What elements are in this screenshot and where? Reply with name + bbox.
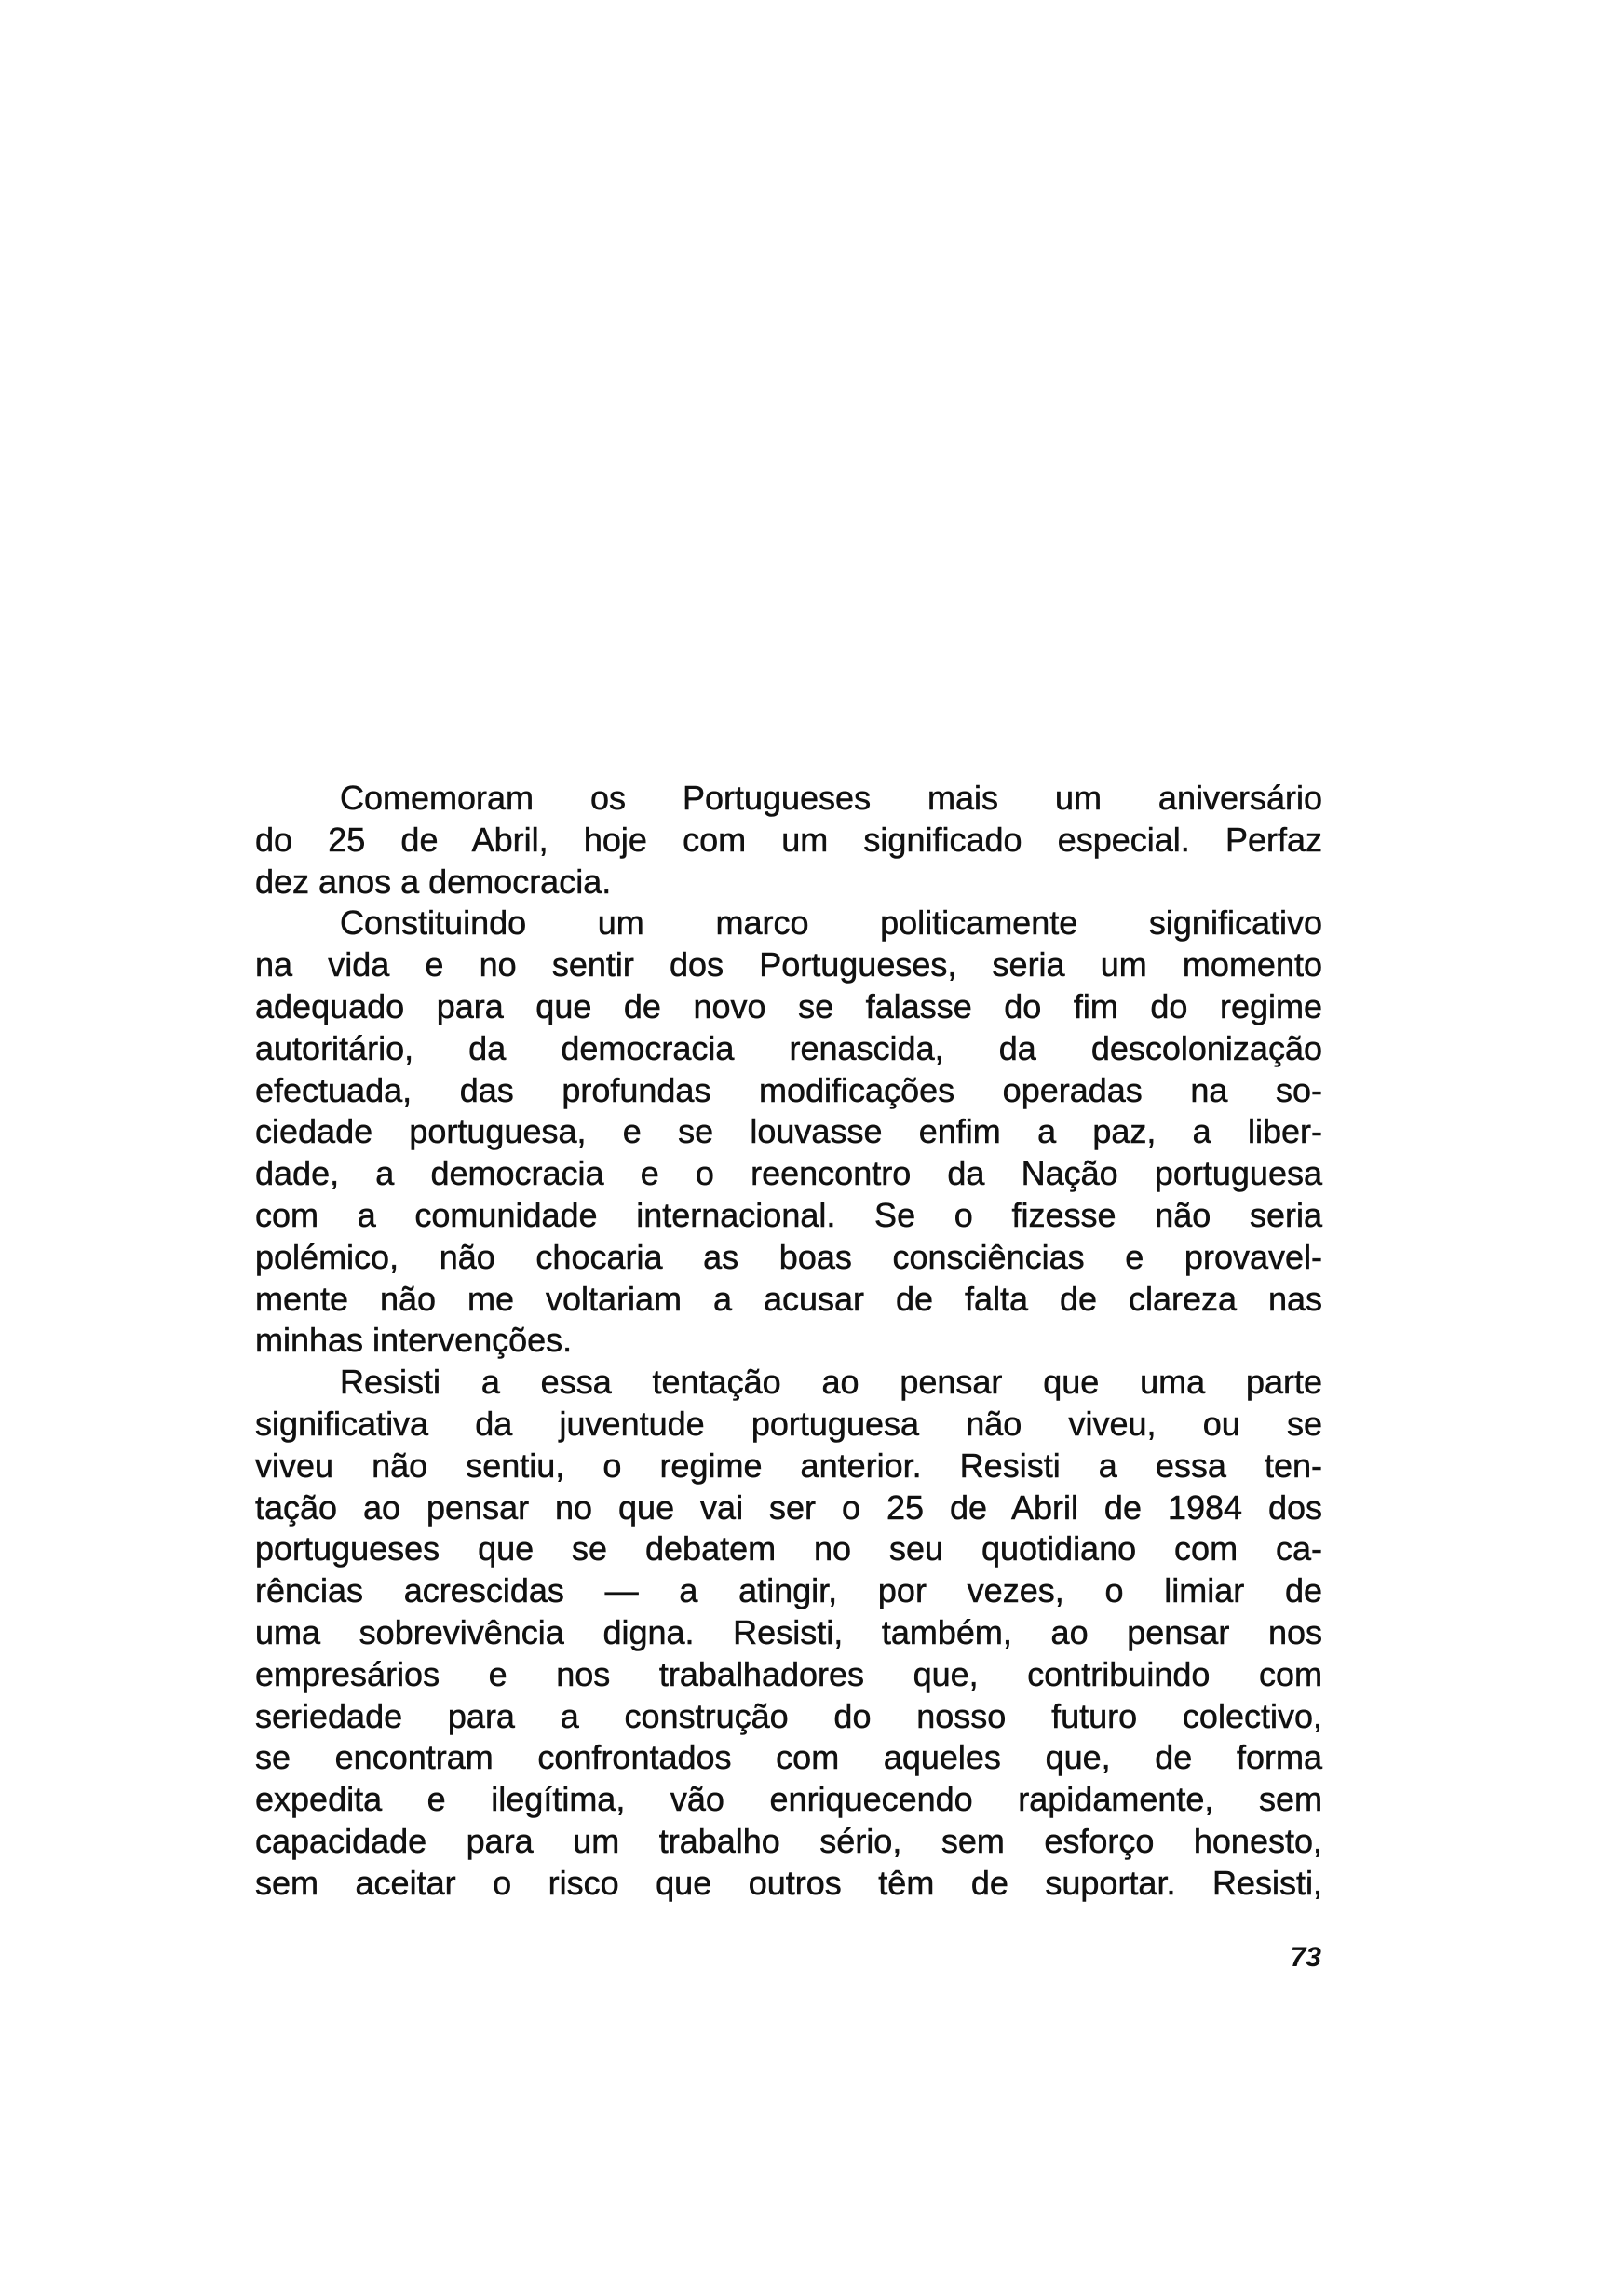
- text-line: na vida e no sentir dos Portugueses, seria um momento: [255, 945, 1322, 985]
- text-line: rências acrescidas — a atingir, por vezes, o limiar de: [255, 1571, 1322, 1610]
- text-line: uma sobrevivência digna. Resisti, também, ao pensar nos: [255, 1612, 1322, 1651]
- body-text: [255, 778, 1322, 1905]
- text-line: efectuada, das profundas modificações operadas na so-: [255, 1070, 1322, 1109]
- text-line: Comemoram os Portugueses mais um aniversário: [340, 779, 1322, 817]
- text-line: polémico, não chocaria as boas consciências e provavel-: [255, 1237, 1322, 1276]
- text-line: dade, a democracia e o reencontro da Nação portuguesa: [255, 1154, 1322, 1193]
- text-line: empresários e nos trabalhadores que, contribuindo com: [255, 1654, 1322, 1693]
- text-line: sem aceitar o risco que outros têm de suportar. Resisti,: [255, 1863, 1322, 1902]
- page-number: 73: [1290, 1942, 1321, 1973]
- text-line: autoritário, da democracia renascida, da descolonização: [255, 1028, 1322, 1067]
- text-line: Resisti a essa tentação ao pensar que uma parte: [340, 1363, 1322, 1402]
- text-line: viveu não sentiu, o regime anterior. Resisti a essa ten-: [255, 1446, 1322, 1485]
- text-line: tação ao pensar no que vai ser o 25 de Abril de 1984 dos: [255, 1487, 1322, 1527]
- text-line: dez anos a democracia.: [255, 862, 612, 901]
- text-line: minhas intervenções.: [255, 1321, 573, 1360]
- text-line: Constituindo um marco politicamente significativo: [340, 903, 1322, 943]
- text-line: com a comunidade internacional. Se o fizesse não seria: [255, 1195, 1322, 1234]
- text-line: mente não me voltariam a acusar de falta de clareza nas: [255, 1279, 1322, 1318]
- text-line: adequado para que de novo se falasse do fim do regime: [255, 986, 1322, 1025]
- text-line: ciedade portuguesa, e se louvasse enfim a paz, a liber-: [255, 1112, 1322, 1151]
- text-line: do 25 de Abril, hoje com um significado especial. Perfaz: [255, 820, 1322, 859]
- text-line: expedita e ilegítima, vão enriquecendo rapidamente, sem: [255, 1780, 1322, 1819]
- text-line: capacidade para um trabalho sério, sem esforço honesto,: [255, 1821, 1322, 1860]
- text-line: se encontram confrontados com aqueles que, de forma: [255, 1738, 1322, 1777]
- text-line: significativa da juventude portuguesa não viveu, ou se: [255, 1404, 1322, 1443]
- text-line: seriedade para a construção do nosso futuro colectivo,: [255, 1696, 1322, 1735]
- text-line: portugueses que se debatem no seu quotidiano com ca-: [255, 1529, 1322, 1568]
